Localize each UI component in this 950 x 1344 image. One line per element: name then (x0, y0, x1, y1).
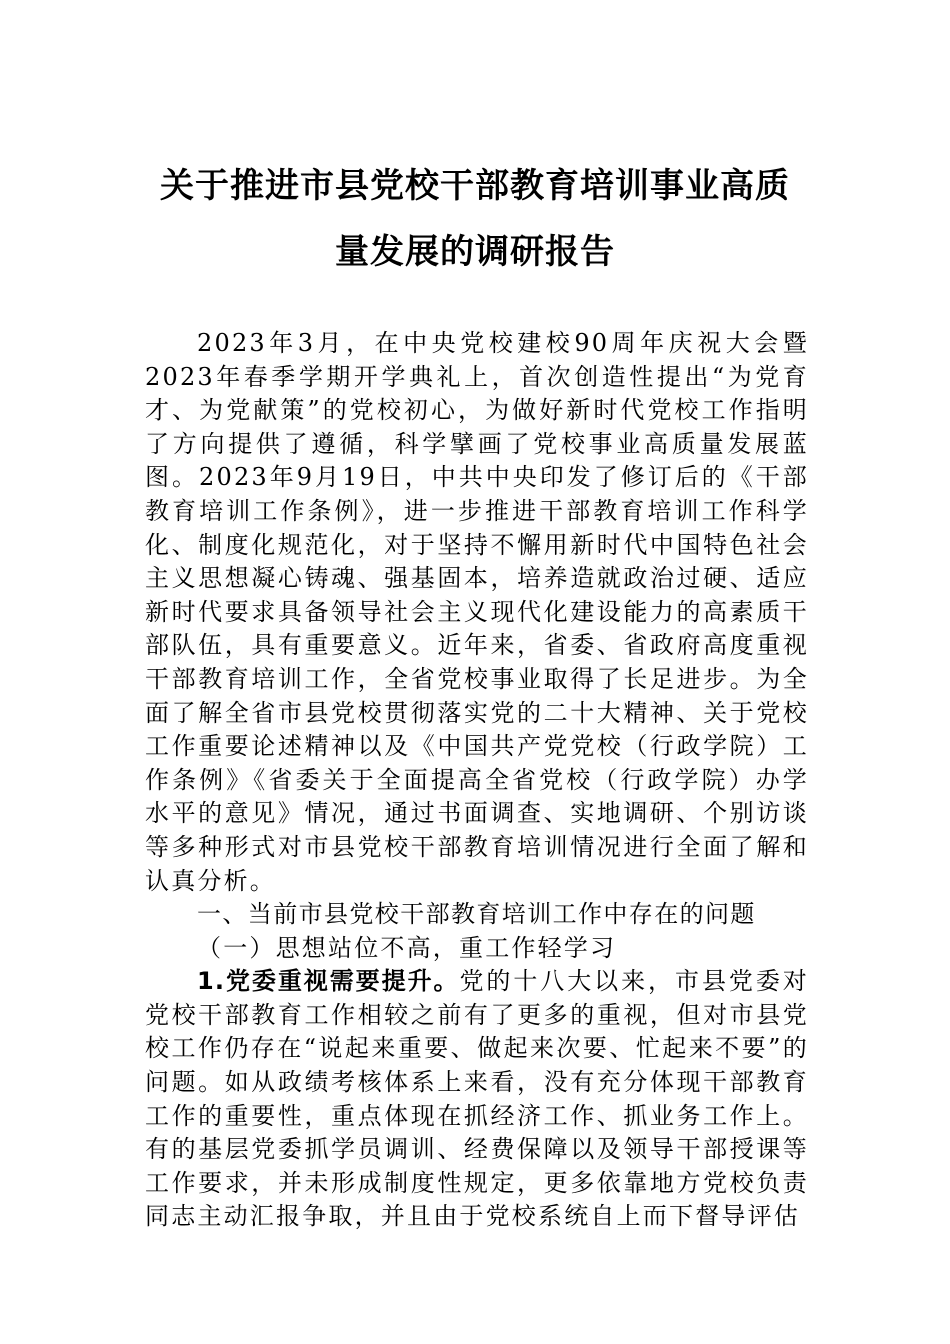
subsection-heading-1: （一）思想站位不高，重工作轻学习 (197, 933, 617, 962)
section-heading-1: 一、当前市县党校干部教育培训工作中存在的问题 (197, 900, 756, 929)
report-title-line-2: 量发展的调研报告 (335, 232, 615, 272)
report-body (145, 327, 809, 1234)
point-1-text: 党的十八大以来，市县党委对党校干部教育工作相较之前有了更多的重视，但对市县党校工作仍存在“说起来重要、做起来次要、忙起来不要”的问题。如从政绩考核体系上来看，没有充分体现干部教育工作的重要性，重点体现在抓经济工作、抓业务工作上。有的基层党委抓学员调训、经费保障以及领导干部授课等工作要求，并未形成制度性规定，更多依靠地方党校负责同志主动汇报争取，并且由于党校系统自上而下督导评估 (145, 967, 809, 1231)
point-1-lead: 1.党委重视需要提升。 (197, 967, 460, 996)
intro-paragraph: 2023年3月，在中央党校建校90周年庆祝大会暨2023年春季学期开学典礼上，首次创造性提出“为党育才、为党献策”的党校初心，为做好新时代党校工作指明了方向提供了遵循，科学擘画了党校事业高质量发展蓝图。2023年9月19日，中共中央印发了修订后的《干部教育培训工作条例》，进一步推进干部教育培训工作科学化、制度化规范化，对于坚持不懈用新时代中国特色社会主义思想凝心铸魂、强基固本，培养造就政治过硬、适应新时代要求具备领导社会主义现代化建设能力的高素质干部队伍，具有重要意义。近年来，省委、省政府高度重视干部教育培训工作，全省党校事业取得了长足进步。为全面了解全省市县党校贯彻落实党的二十大精神、关于党校工作重要论述精神以及《中国共产党党校（行政学院）工作条例》《省委关于全面提高全省党校（行政学院）办学水平的意见》情况，通过书面调查、实地调研、个别访谈等多种形式对市县党校干部教育培训情况进行全面了解和认真分析。 (145, 329, 809, 895)
point-1-paragraph (145, 965, 809, 1234)
report-title-line-1: 关于推进市县党校干部教育培训事业高质 (160, 166, 790, 206)
